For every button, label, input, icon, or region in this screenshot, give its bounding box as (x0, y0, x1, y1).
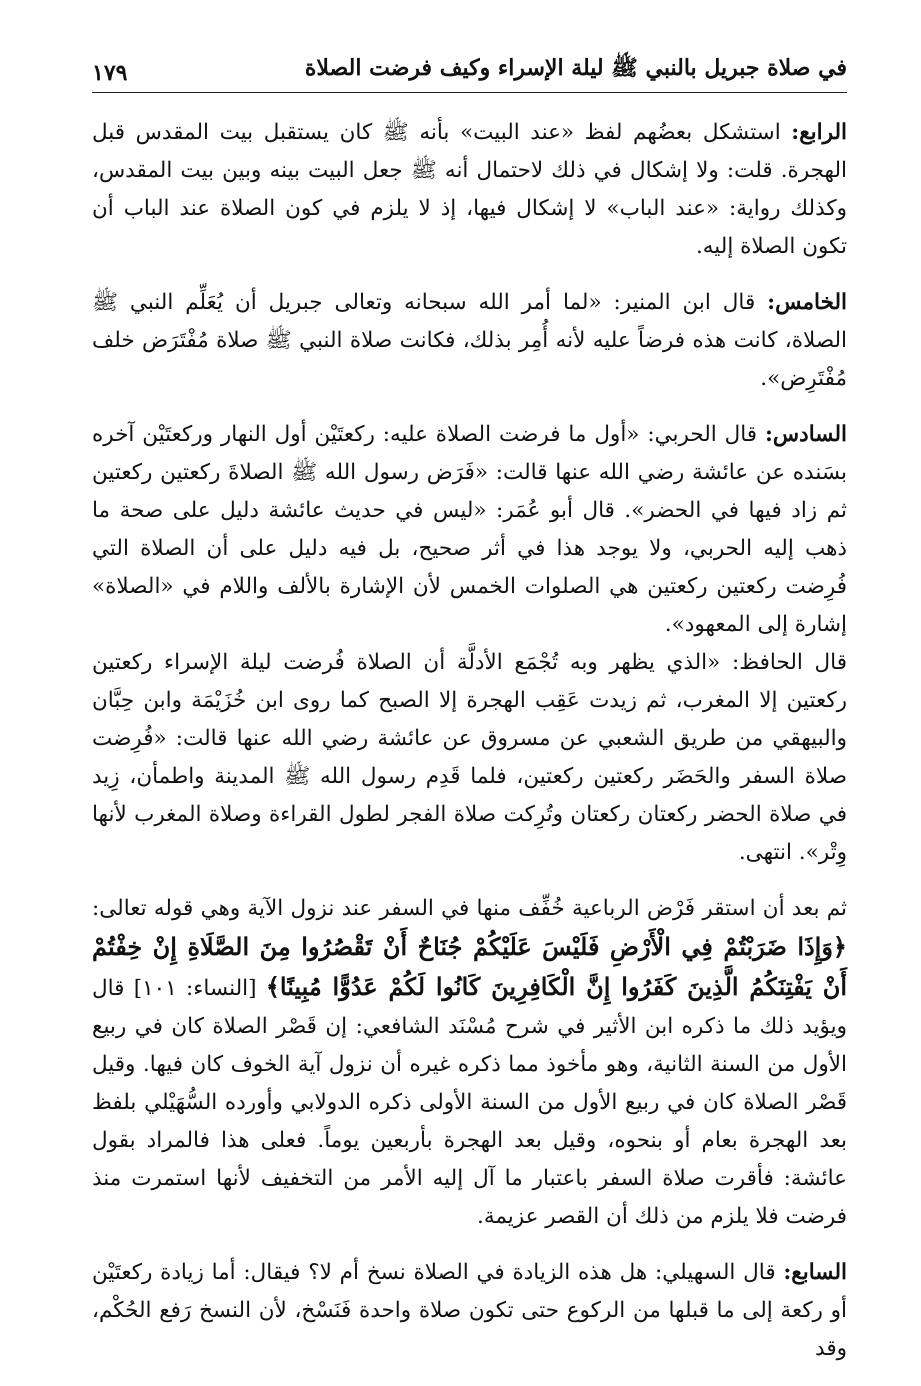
paragraph-text: قال الحربي: «أول ما فرضت الصلاة عليه: ركعتَيْن أول النهار وركعتَيْن آخره بسَنده عن عائشة رضي الله عنها قالت: «فَرَض رسول الله ﷺ الصلاةَ ركعتين ركعتين ثم زاد فيها في الحضر». قال أبو عُمَر: «ليس في حديث عائشة دليل على صحة ما ذهب إليه الحربي، ولا يوجد هذا في أثر صحيح، بل فيه دليل على أن الصلاة التي فُرِضت ركعتين ركعتين هي الصلوات الخمس لأن الإشارة بالألف واللام في «الصلاة» إشارة إلى المعهود». (92, 422, 847, 637)
paragraph-sixth (92, 416, 847, 644)
quran-verse: ﴿وَإِذَا ضَرَبْتُمْ فِي الْأَرْضِ فَلَيْسَ عَلَيْكُمْ جُنَاحٌ أَنْ تَقْصُرُوا مِنَ الصَّلَاةِ إِنْ خِفْتُمْ أَنْ يَفْتِنَكُمُ الَّذِينَ كَفَرُوا إِنَّ الْكَافِرِينَ كَانُوا لَكُمْ عَدُوًّا مُبِينًا﴾ (92, 932, 848, 1001)
paragraph-label: السادس: (764, 422, 847, 447)
paragraph-text: قال السهيلي: هل هذه الزيادة في الصلاة نسخ أم لا؟ فيقال: أما زيادة ركعتَيْن أو ركعة إلى ما قبلها من الركوع حتى تكون صلاة واحدة فَنَسْخ، لأن النسخ رَفع الحُكْم، وقد (92, 1260, 847, 1361)
paragraph-text: قال الحافظ: «الذي يظهر وبه تُجْمَع الأدلَّة أن الصلاة فُرضت ليلة الإسراء ركعتين ركعتين إلا المغرب، ثم زيدت عَقِب الهجرة إلا الصبح كما روى ابن خُزَيْمَة وابن حِبَّان والبيهقي من طريق الشعبي عن مسروق عن عائشة رضي الله عنها قالت: «فُرِضت صلاة السفر والحَضَر ركعتين ركعتين، فلما قَدِم رسول الله ﷺ المدينة واطمأن، زِيد في صلاة الحضر ركعتان ركعتان وتُرِكت صلاة الفجر لطول القراءة وصلاة المغرب لأنها وِتْر». انتهى. (92, 650, 847, 865)
paragraph-label: الخامس: (767, 290, 847, 315)
paragraph-seventh (92, 1254, 847, 1368)
paragraph-fifth (92, 284, 847, 398)
running-header (92, 48, 847, 93)
page (92, 40, 847, 1367)
paragraph-intro: ثم بعد أن استقر فَرْض الرباعية خُفِّف منها في السفر عند نزول الآية وهي قوله تعالى: (92, 896, 847, 921)
paragraph-fourth (92, 114, 847, 266)
page-number: ١٧٩ (92, 60, 128, 86)
page-body (92, 114, 847, 1386)
paragraph-label: السابع: (783, 1260, 847, 1285)
paragraph-hafiz (92, 644, 847, 872)
paragraph-label: الرابع: (791, 120, 847, 145)
chapter-title: في صلاة جبريل بالنبي ﷺ ليلة الإسراء وكيف فرضت الصلاة (304, 55, 847, 81)
paragraph-quran-verse (92, 890, 847, 1236)
paragraph-text: قال ابن المنير: «لما أمر الله سبحانه وتعالى جبريل أن يُعَلِّم النبي ﷺ الصلاة، كانت هذه فرضاً عليه لأنه أُمِر بذلك، فكانت صلاة النبي ﷺ صلاة مُفْتَرَض خلف مُفْتَرِض». (92, 290, 847, 391)
paragraph-text: [النساء: ١٠١] قال ويؤيد ذلك ما ذكره ابن الأثير في شرح مُسْنَد الشافعي: إن قَصْر الصلاة كان في ربيع الأول من السنة الثانية، وهو مأخوذ مما ذكره غيره أن نزول آية الخوف كان فيها. وقيل قَصْر الصلاة كان في ربيع الأول من السنة الأولى ذكره الدولابي وأورده السُّهَيْلي بلفظ بعد الهجرة بعام أو بنحوه، وقيل بعد الهجرة بأربعين يوماً. فعلى هذا فالمراد بقول عائشة: فأقرت صلاة السفر باعتبار ما آل إليه الأمر من التخفيف لأنها استمرت منذ فرضت فلا يلزم من ذلك أن القصر عزيمة. (92, 976, 847, 1229)
paragraph-text: استشكل بعضُهم لفظ «عند البيت» بأنه ﷺ كان يستقبل بيت المقدس قبل الهجرة. قلت: ولا إشكال في ذلك لاحتمال أنه ﷺ جعل البيت بينه وبين بيت المقدس، وكذلك رواية: «عند الباب» لا إشكال فيها، إذ لا يلزم في كون الصلاة عند الباب أن تكون الصلاة إليه. (92, 120, 847, 259)
